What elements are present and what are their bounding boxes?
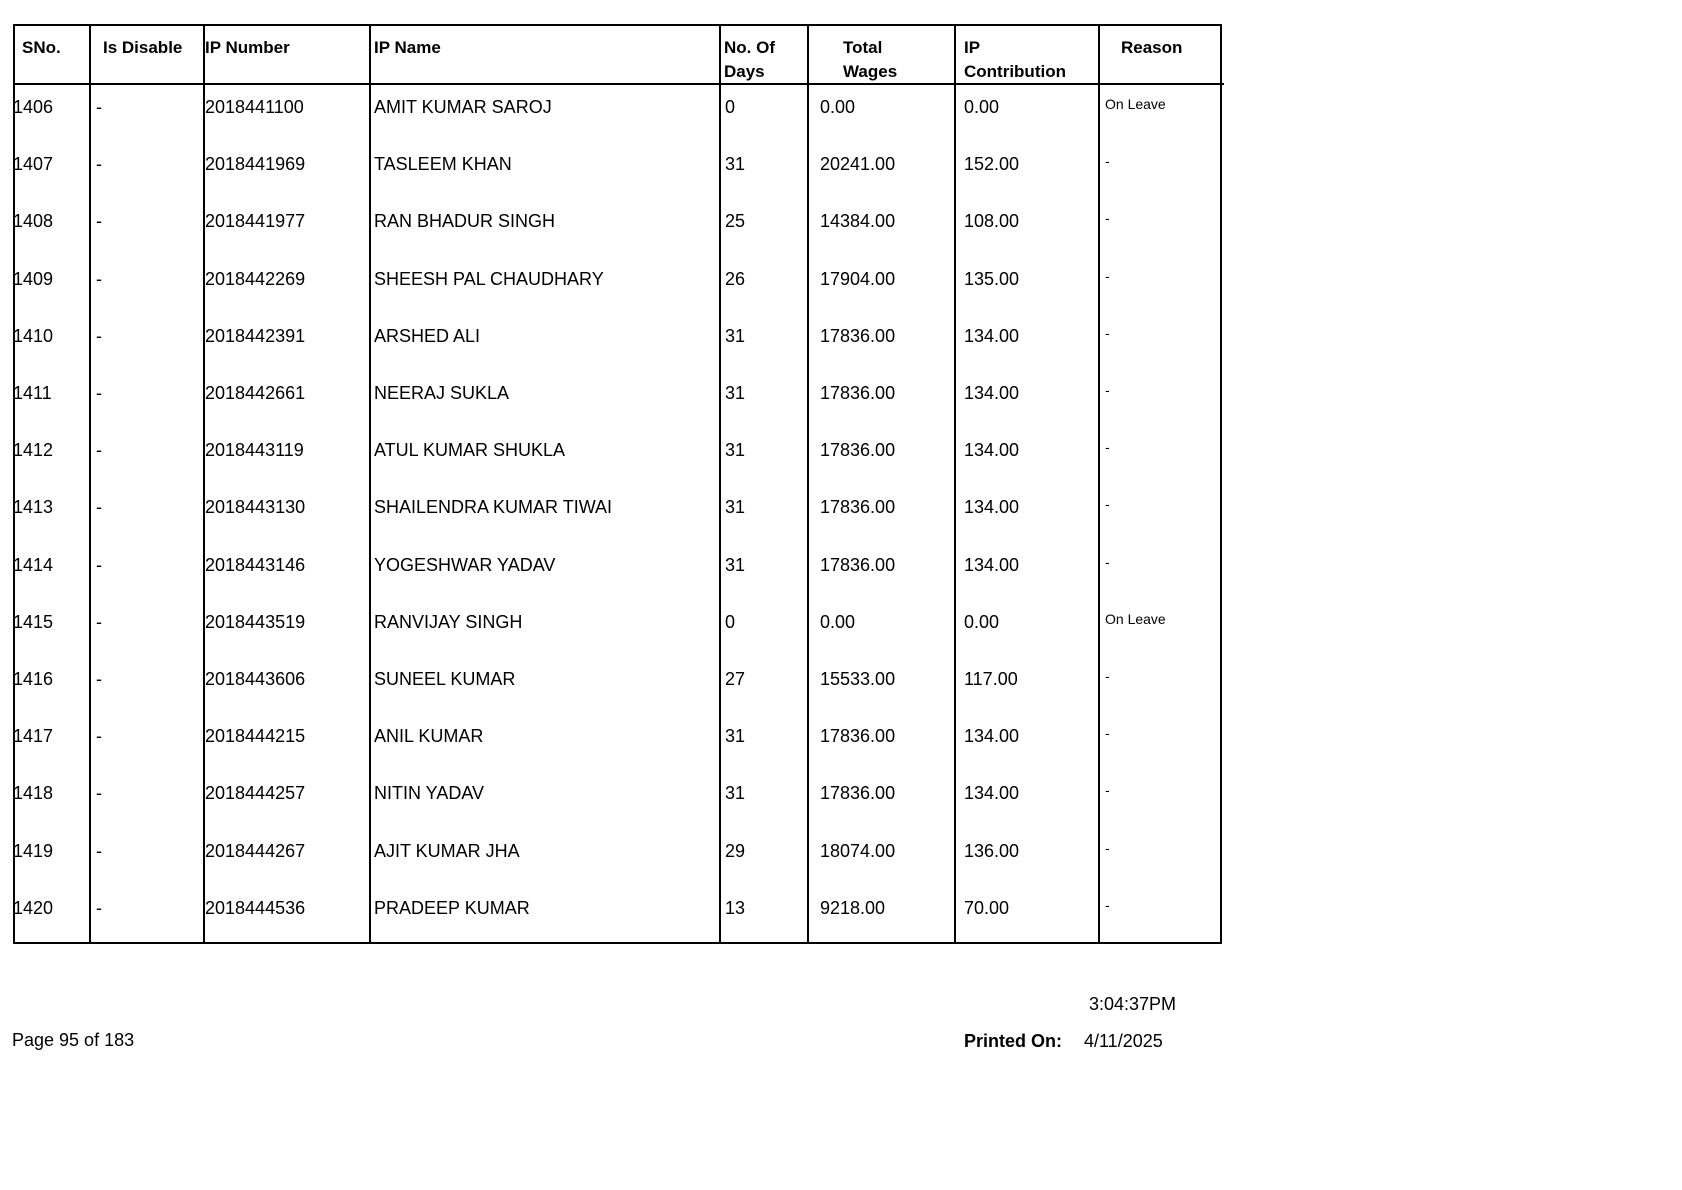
cell-contribution: 134.00	[964, 325, 1020, 346]
cell-sno: 1420	[13, 897, 54, 918]
cell-reason: -	[1105, 210, 1110, 227]
cell-ip-number: 2018443519	[205, 611, 306, 632]
cell-contribution: 117.00	[964, 669, 1018, 689]
cell-sno: 1415	[13, 611, 54, 632]
cell-wages: 17836.00	[820, 383, 896, 403]
cell-reason: -	[1105, 668, 1110, 684]
cell-ip-name: SUNEEL KUMAR	[374, 669, 516, 689]
cell-reason: -	[1105, 782, 1110, 799]
cell-contribution: 0.00	[964, 97, 1000, 117]
cell-days: 31	[725, 726, 746, 747]
cell-reason: On Leave	[1105, 96, 1166, 112]
cell-is-disable: -	[96, 783, 102, 804]
cell-sno: 1407	[13, 154, 54, 175]
cell-days: 31	[725, 554, 746, 575]
cell-wages: 0.00	[820, 97, 856, 117]
cell-days: 25	[725, 211, 746, 232]
cell-sno: 1416	[13, 669, 54, 689]
cell-reason: -	[1105, 267, 1110, 284]
cell-reason: On Leave	[1105, 610, 1166, 627]
cell-wages: 20241.00	[820, 154, 896, 175]
cell-reason: -	[1105, 439, 1110, 456]
cell-contribution: 135.00	[964, 268, 1020, 289]
cell-days: 31	[725, 440, 746, 461]
cell-reason: -	[1105, 382, 1110, 398]
cell-contribution: 134.00	[964, 383, 1020, 403]
cell-ip-number: 2018443606	[205, 669, 306, 689]
cell-is-disable: -	[96, 611, 102, 632]
cell-sno: 1410	[13, 325, 54, 346]
cell-days: 31	[725, 783, 746, 804]
cell-contribution: 134.00	[964, 783, 1020, 804]
cell-ip-name: SHEESH PAL CHAUDHARY	[374, 268, 604, 289]
cell-ip-number: 2018441100	[205, 97, 304, 117]
cell-days: 31	[725, 497, 746, 518]
cell-wages: 17836.00	[820, 325, 896, 346]
cell-contribution: 136.00	[964, 840, 1020, 861]
table-border	[13, 24, 1222, 944]
cell-ip-name: TASLEEM KHAN	[374, 154, 512, 175]
cell-days: 31	[725, 383, 746, 403]
cell-reason: -	[1105, 896, 1110, 913]
cell-ip-name: ATUL KUMAR SHUKLA	[374, 440, 566, 461]
cell-reason: -	[1105, 324, 1110, 341]
cell-sno: 1414	[13, 554, 54, 575]
cell-is-disable: -	[96, 669, 102, 689]
cell-days: 27	[725, 669, 746, 689]
cell-days: 26	[725, 268, 746, 289]
cell-days: 0	[725, 97, 736, 117]
cell-wages: 17836.00	[820, 783, 896, 804]
cell-wages: 17836.00	[820, 497, 896, 518]
cell-ip-name: AJIT KUMAR JHA	[374, 840, 520, 861]
cell-days: 13	[725, 897, 746, 918]
cell-contribution: 134.00	[964, 497, 1020, 518]
cell-sno: 1408	[13, 211, 54, 232]
cell-is-disable: -	[96, 440, 102, 461]
cell-ip-name: ARSHED ALI	[374, 325, 481, 346]
printed-time: 3:04:37PM	[1089, 994, 1177, 1014]
cell-ip-name: YOGESHWAR YADAV	[374, 554, 556, 575]
cell-is-disable: -	[96, 497, 102, 518]
cell-ip-name: NEERAJ SUKLA	[374, 383, 510, 403]
cell-sno: 1411	[13, 383, 52, 403]
cell-sno: 1419	[13, 840, 54, 861]
cell-reason: -	[1105, 725, 1110, 742]
column-divider	[719, 24, 721, 944]
cell-is-disable: -	[96, 897, 102, 918]
cell-is-disable: -	[96, 211, 102, 232]
cell-ip-number: 2018442391	[205, 325, 306, 346]
cell-ip-number: 2018443130	[205, 497, 306, 518]
cell-sno: 1413	[13, 497, 54, 518]
cell-wages: 17836.00	[820, 440, 896, 461]
cell-ip-number: 2018442269	[205, 268, 306, 289]
cell-contribution: 134.00	[964, 554, 1020, 575]
cell-contribution: 134.00	[964, 440, 1020, 461]
cell-ip-number: 2018444257	[205, 783, 306, 804]
cell-sno: 1406	[13, 97, 54, 117]
header-reason: Reason	[1121, 38, 1183, 57]
cell-ip-number: 2018443146	[205, 554, 306, 575]
cell-is-disable: -	[96, 726, 102, 747]
cell-days: 29	[725, 840, 746, 861]
header-wages-line2: Wages	[843, 62, 898, 81]
cell-wages: 14384.00	[820, 211, 896, 232]
cell-reason: -	[1105, 553, 1110, 570]
header-wages-line1: Total	[843, 38, 883, 57]
cell-ip-number: 2018441969	[205, 154, 306, 175]
cell-wages: 17904.00	[820, 268, 896, 289]
cell-sno: 1412	[13, 440, 54, 461]
printed-date: 4/11/2025	[1084, 1031, 1163, 1051]
cell-wages: 0.00	[820, 611, 856, 632]
cell-ip-name: NITIN YADAV	[374, 783, 485, 804]
column-divider	[369, 24, 371, 944]
cell-is-disable: -	[96, 554, 102, 575]
cell-sno: 1409	[13, 268, 54, 289]
cell-ip-number: 2018443119	[205, 440, 304, 461]
cell-wages: 9218.00	[820, 897, 886, 918]
cell-sno: 1417	[13, 726, 54, 747]
cell-is-disable: -	[96, 383, 102, 403]
cell-ip-name: RANVIJAY SINGH	[374, 611, 523, 632]
cell-is-disable: -	[96, 154, 102, 175]
cell-is-disable: -	[96, 268, 102, 289]
header-ip-number: IP Number	[205, 38, 290, 57]
cell-ip-number: 2018444215	[205, 726, 306, 747]
cell-contribution: 108.00	[964, 211, 1020, 232]
printed-on-label: Printed On:	[964, 1031, 1062, 1051]
cell-is-disable: -	[96, 840, 102, 861]
column-divider	[89, 24, 91, 944]
cell-wages: 17836.00	[820, 726, 896, 747]
cell-days: 31	[725, 325, 746, 346]
cell-ip-name: PRADEEP KUMAR	[374, 897, 530, 918]
cell-ip-name: RAN BHADUR SINGH	[374, 211, 556, 232]
cell-ip-number: 2018444267	[205, 840, 306, 861]
cell-is-disable: -	[96, 97, 102, 117]
cell-reason: -	[1105, 153, 1110, 170]
cell-wages: 15533.00	[820, 669, 896, 689]
cell-wages: 17836.00	[820, 554, 896, 575]
cell-ip-name: ANIL KUMAR	[374, 726, 484, 747]
cell-reason: -	[1105, 496, 1110, 513]
cell-contribution: 0.00	[964, 611, 1000, 632]
cell-ip-number: 2018441977	[205, 211, 306, 232]
cell-ip-name: AMIT KUMAR SAROJ	[374, 97, 552, 117]
cell-sno: 1418	[13, 783, 54, 804]
column-divider	[1098, 24, 1100, 944]
cell-contribution: 70.00	[964, 897, 1010, 918]
column-divider	[954, 24, 956, 944]
cell-days: 0	[725, 611, 736, 632]
header-days-line1: No. Of	[724, 38, 775, 57]
cell-ip-name: SHAILENDRA KUMAR TIWAI	[374, 497, 613, 518]
cell-contribution: 134.00	[964, 726, 1020, 747]
header-sno: SNo.	[22, 38, 61, 57]
cell-ip-number: 2018444536	[205, 897, 306, 918]
page-number: Page 95 of 183	[12, 1030, 135, 1050]
cell-reason: -	[1105, 839, 1110, 856]
header-days-line2: Days	[724, 62, 765, 81]
header-is-disable: Is Disable	[103, 38, 183, 57]
column-divider	[807, 24, 809, 944]
header-ip-name: IP Name	[374, 38, 441, 57]
cell-is-disable: -	[96, 325, 102, 346]
cell-days: 31	[725, 154, 746, 175]
cell-contribution: 152.00	[964, 154, 1020, 175]
cell-wages: 18074.00	[820, 840, 896, 861]
cell-ip-number: 2018442661	[205, 383, 306, 403]
header-contribution-line2: Contribution	[964, 62, 1066, 81]
header-contribution-line1: IP	[964, 38, 981, 57]
